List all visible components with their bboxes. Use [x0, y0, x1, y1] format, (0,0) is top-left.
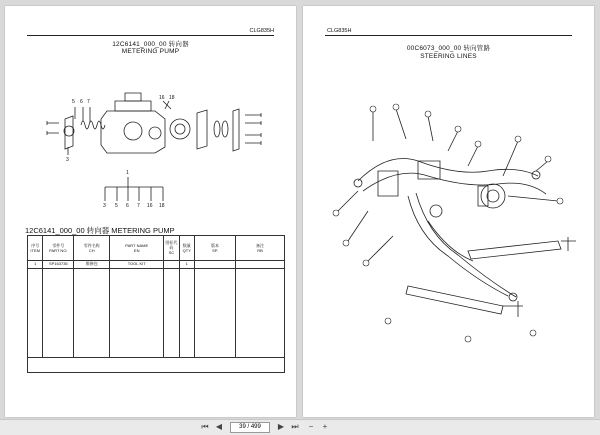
- tree-callout-18: 18: [159, 203, 165, 209]
- column-header-name-ch: 零件名称 CH: [74, 236, 110, 261]
- viewer-toolbar: [0, 419, 600, 435]
- parts-table-title: 12C6141_000_00 转向器 METERING PUMP: [25, 226, 175, 235]
- cell-part-no: SP163735: [43, 260, 74, 268]
- column-header-item: 序号 ITEM: [28, 236, 43, 261]
- callout-18: 18: [169, 95, 175, 101]
- cell-rb: [236, 260, 285, 268]
- cell-name-ch: 维修包: [74, 260, 110, 268]
- callout-3: 3: [66, 157, 69, 163]
- column-header-part-no: 零件号 PART NO.: [43, 236, 74, 261]
- page-number-input[interactable]: [230, 422, 270, 433]
- tree-callout-16: 16: [147, 203, 153, 209]
- cell-item: 1: [28, 260, 43, 268]
- callout-16: 16: [159, 95, 165, 101]
- callout-5: 5: [72, 99, 75, 105]
- table-header-row: [28, 236, 285, 261]
- column-header-rb: 备注 RB: [236, 236, 285, 261]
- cell-qty: 1: [179, 260, 194, 268]
- tree-callout-6: 6: [126, 203, 129, 209]
- tree-callout-3: 3: [103, 203, 106, 209]
- column-header-sp: 版本 SP.: [195, 236, 236, 261]
- drawing-title-name: METERING PUMP: [121, 48, 180, 55]
- header-rule: [27, 35, 274, 36]
- page-header-code: CLG835H: [327, 28, 352, 34]
- column-header-sc: 图标代码 SC: [164, 236, 179, 261]
- table-empty-row: [28, 268, 285, 357]
- previous-page-icon[interactable]: ◀: [215, 422, 223, 431]
- drawing-title-name: STEERING LINES: [420, 53, 477, 60]
- cell-sc: [164, 260, 179, 268]
- steering-lines-drawing: [318, 101, 583, 356]
- drawing-title-code: 12C6141_000_00 转向器: [112, 41, 189, 48]
- column-header-part-name: PART NAME EN: [110, 236, 164, 261]
- document-page-right: [303, 6, 594, 417]
- drawing-title-code: 00C6073_000_00 转向管路: [406, 45, 491, 52]
- metering-pump-exploded-drawing: [35, 81, 270, 221]
- table-footer-row: [28, 357, 285, 372]
- callout-6: 6: [80, 99, 83, 105]
- column-header-qty: 数量 QTY: [179, 236, 194, 261]
- tree-callout-1: 1: [126, 170, 129, 176]
- header-rule: [325, 35, 572, 36]
- cell-part-name: TOOL KIT: [110, 260, 164, 268]
- table-row: [28, 260, 285, 268]
- last-page-icon[interactable]: ⏭: [291, 422, 299, 431]
- callout-7: 7: [87, 99, 90, 105]
- next-page-icon[interactable]: ▶: [277, 422, 285, 431]
- tree-callout-7: 7: [137, 203, 140, 209]
- first-page-icon[interactable]: ⏮: [201, 422, 209, 431]
- tree-callout-5: 5: [115, 203, 118, 209]
- document-page-left: [5, 6, 296, 417]
- zoom-out-icon[interactable]: −: [308, 422, 314, 431]
- parts-table: [27, 235, 285, 373]
- cell-sp: [195, 260, 236, 268]
- page-header-code: CLG835H: [249, 28, 274, 34]
- zoom-in-icon[interactable]: +: [322, 422, 328, 431]
